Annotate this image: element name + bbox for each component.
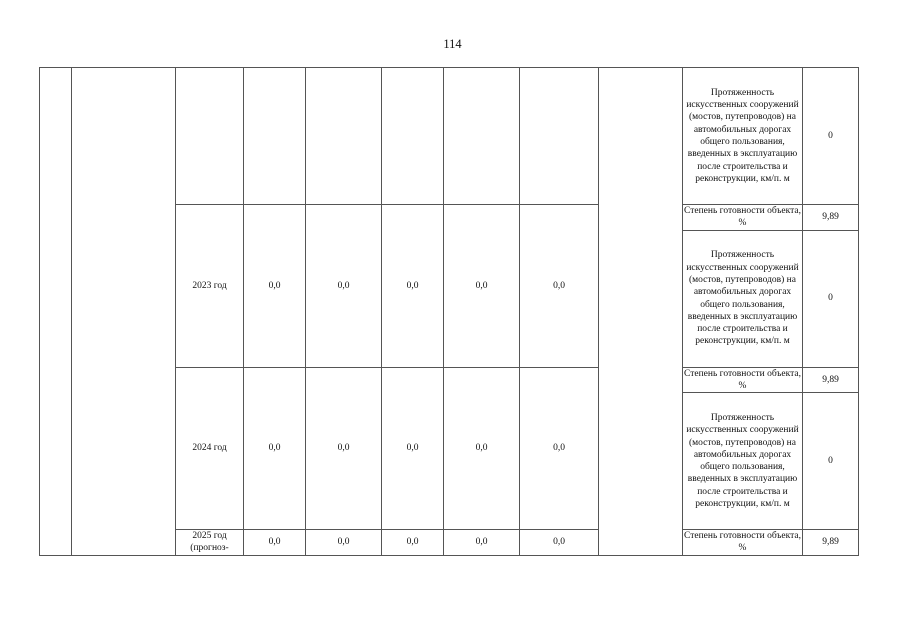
- value-cell: [444, 68, 520, 205]
- value-cell: 0,0: [444, 530, 520, 556]
- year-cell: [176, 68, 244, 205]
- indicator-name: Степень готовности объекта, %: [684, 368, 801, 391]
- year-cell: 2023 год: [176, 205, 244, 368]
- value-cell: 0,0: [382, 367, 444, 530]
- value-cell: [244, 68, 306, 205]
- value-cell: 0,0: [444, 205, 520, 368]
- executor-cell: [599, 68, 683, 556]
- indicator-value: 0: [803, 68, 859, 205]
- value-cell: [520, 68, 599, 205]
- value-cell: 0,0: [306, 530, 382, 556]
- indicator-name: Протяженность искусственных сооружений (мостов, путепроводов) на автомобильных дорогах общего пользования, введенных в эксплуатацию после строительства и реконструкции, км/п. м: [683, 393, 803, 530]
- indicator-name: Протяженность искусственных сооружений (мостов, путепроводов) на автомобильных дорогах общего пользования, введенных в эксплуатацию после строительства и реконструкции, км/п. м: [683, 230, 803, 367]
- indicator-value: 9,89: [803, 530, 859, 556]
- value-cell: 0,0: [244, 530, 306, 556]
- page-number: 114: [443, 37, 462, 51]
- value-cell: 0,0: [382, 205, 444, 368]
- value-cell: [306, 68, 382, 205]
- value-cell: [382, 68, 444, 205]
- indicator-value: 9,89: [803, 205, 859, 231]
- indicator-value: 0: [803, 230, 859, 367]
- value-cell: 0,0: [444, 367, 520, 530]
- value-cell: 0,0: [244, 367, 306, 530]
- indicator-name: Протяженность искусственных сооружений (мостов, путепроводов) на автомобильных дорогах общего пользования, введенных в эксплуатацию после строительства и реконструкции, км/п. м: [683, 68, 803, 205]
- indicator-name: Степень готовности объекта, %: [684, 206, 801, 229]
- indicator-name: Степень готовности объекта, %: [684, 531, 801, 554]
- value-cell: 0,0: [520, 367, 599, 530]
- number-cell: [40, 68, 72, 556]
- indicator-value: 0: [803, 393, 859, 530]
- object-name-cell: [72, 68, 176, 556]
- indicator-value: 9,89: [803, 367, 859, 393]
- value-cell: 0,0: [244, 205, 306, 368]
- value-cell: 0,0: [306, 367, 382, 530]
- value-cell: 0,0: [382, 530, 444, 556]
- value-cell: 0,0: [520, 530, 599, 556]
- value-cell: 0,0: [520, 205, 599, 368]
- year-cell: 2024 год: [176, 367, 244, 530]
- year-cell: 2025 год (прогноз-: [176, 530, 244, 556]
- value-cell: 0,0: [306, 205, 382, 368]
- program-table: [39, 67, 859, 556]
